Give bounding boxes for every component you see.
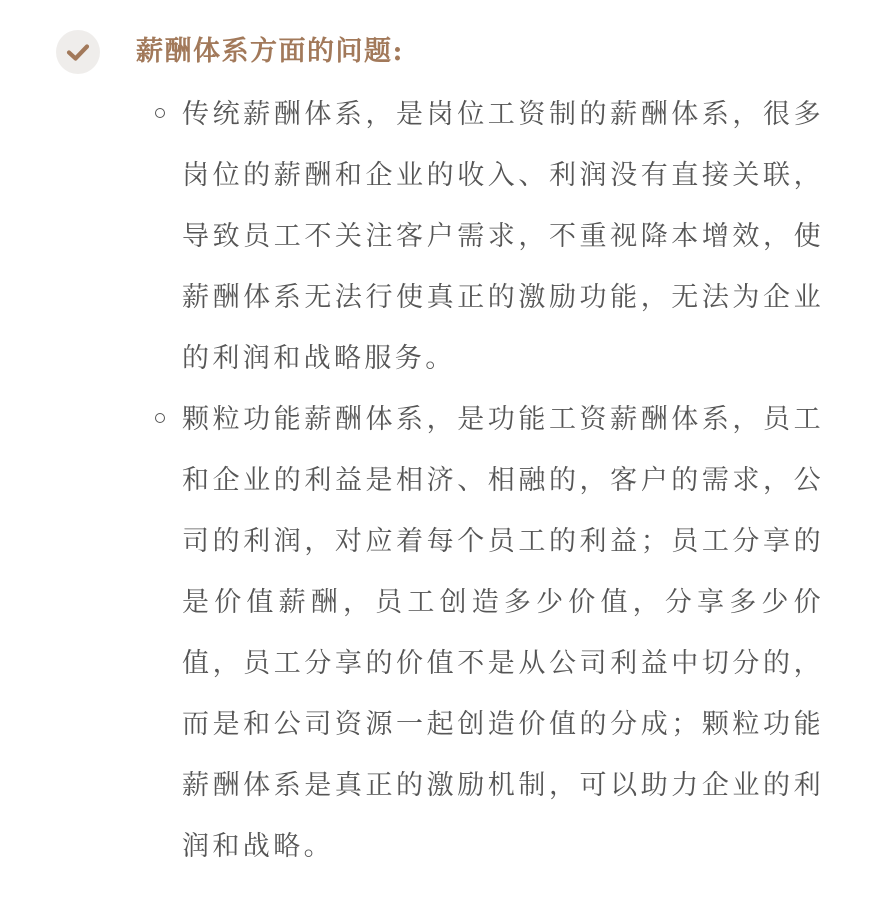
list-item xyxy=(182,389,824,877)
section-heading: 薪酬体系方面的问题: xyxy=(136,36,404,67)
issues-list xyxy=(0,84,824,877)
list-item-text: 传统薪酬体系，是岗位工资制的薪酬体系，很多岗位的薪酬和企业的收入、利润没有直接关联，导致员工不关注客户需求，不重视降本增效，使薪酬体系无法行使真正的激励功能，无法为企业的利润和战略服务。 xyxy=(182,99,824,374)
circle-bullet-icon xyxy=(155,108,165,118)
list-item-text: 颗粒功能薪酬体系，是功能工资薪酬体系，员工和企业的利益是相济、相融的，客户的需求，公司的利润，对应着每个员工的利益；员工分享的是价值薪酬，员工创造多少价值，分享多少价值，员工分享的价值不是从公司利益中切分的，而是和公司资源一起创造价值的分成；颗粒功能薪酬体系是真正的激励机制，可以助力企业的利润和战略。 xyxy=(182,404,824,862)
check-icon xyxy=(66,43,90,61)
list-item xyxy=(182,84,824,389)
check-badge xyxy=(56,30,100,74)
circle-bullet-icon xyxy=(155,413,165,423)
